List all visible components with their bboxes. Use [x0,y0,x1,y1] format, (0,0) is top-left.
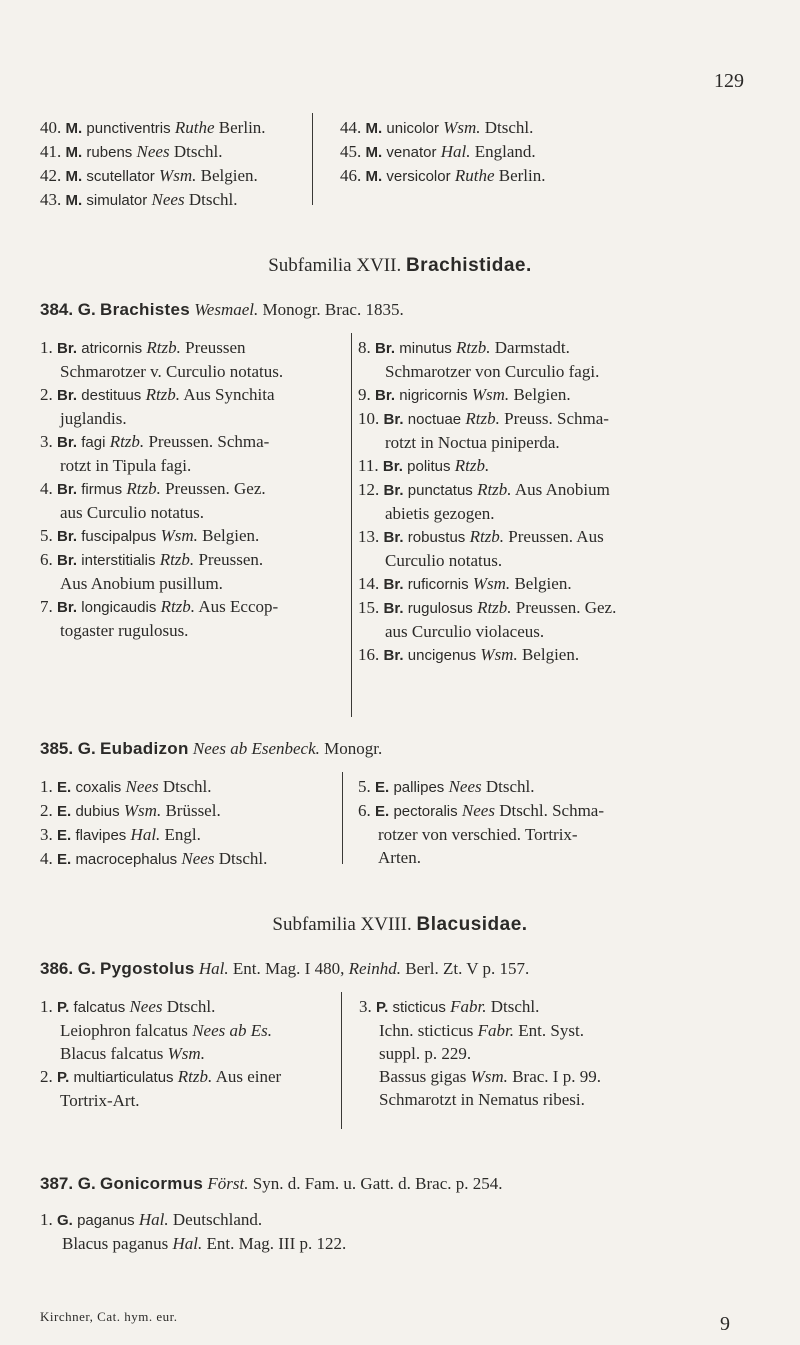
footer-source: Kirchner, Cat. hym. eur. [40,1309,178,1324]
entry-number: 4. [40,479,53,498]
entry-author: Hal. [138,1210,169,1229]
entry-species: punctiventris [86,120,171,137]
continuation-line: suppl. p. 229. [379,1044,472,1063]
synonym-author: Nees ab Es. [192,1021,272,1040]
synonym-text: Blacus falcatus [60,1044,164,1063]
species-entry [358,775,604,799]
entry-author: Rtzb. [465,409,500,428]
entry-rest: Dtschl. [188,190,238,209]
synonym-text: Leiophron falcatus [60,1021,188,1040]
species-entry [358,336,616,360]
entry-species: minutus [399,340,452,357]
species-entry [358,407,616,431]
genus-reference: Ent. Mag. I 480, [232,959,345,978]
entry-continuation: rotzt in Tipula fagi. [60,456,192,475]
species-entry [358,478,616,502]
synonym-author: Wsm. [167,1044,205,1063]
entry-author: Nees [461,801,495,820]
subfamily-prefix: Subfamilia XVIII. [272,914,412,935]
entry-genus: Br. [383,411,404,428]
genus-author: Wesmael. [194,300,259,319]
entry-genus: Br. [383,529,404,546]
entry-number: 2. [40,1067,53,1086]
entry-continuation: rotzt in Noctua piniperda. [385,433,560,452]
synonym-text: Ichn. sticticus [379,1021,474,1040]
entry-number: 3. [359,997,372,1016]
subfamily-heading-18 [0,913,800,936]
column-divider [342,772,343,864]
entry-number: 43. [40,190,62,209]
entry-rest: Dtschl. [484,118,534,137]
species-entry [359,995,601,1019]
entry-genus: M. [65,144,83,161]
column-divider [341,992,342,1129]
entry-number: 3. [40,432,53,451]
synonym-rest: Ent. Mag. III p. 122. [206,1234,347,1253]
entry-number: 44. [340,118,362,137]
entry-genus: Br. [57,340,78,357]
entry-author: Rtzb. [177,1067,213,1086]
entry-species: scutellator [86,168,155,185]
entry-continuation: aus Curculio notatus. [60,503,205,522]
entry-genus: Br. [57,481,78,498]
entry-rest: Belgien. [521,645,580,664]
column-divider [312,113,313,205]
entry-continuation: rotzer von verschied. Tortrix- [378,825,578,844]
entry-rest: Engl. [164,825,201,844]
entry-continuation: aus Curculio violaceus. [385,622,545,641]
entry-species: fagi [81,434,106,451]
entry-rest: Berlin. [498,166,546,185]
entry-genus: Br. [375,387,396,404]
entry-genus: P. [57,999,70,1016]
entry-author: Nees [448,777,482,796]
species-entry [40,775,267,799]
genus-heading-384 [40,298,404,321]
species-entry [358,572,616,596]
entry-genus: G. [57,1212,73,1229]
species-entry [358,525,616,549]
entry-author: Rtzb. [477,480,512,499]
entry-rest: Dtschl. [162,777,212,796]
entry-number: 42. [40,166,62,185]
entry-species: pectoralis [393,803,458,820]
entry-rest: Aus Eccop- [198,597,279,616]
species-entry [40,847,267,871]
entry-species: punctatus [407,482,473,499]
entry-genus: M. [365,120,383,137]
genus-heading-385 [40,737,382,760]
entry-number: 11. [358,456,379,475]
entry-number: 46. [340,166,362,185]
genus-name: Gonicormus [100,1174,204,1193]
entry-species: simulator [86,192,148,209]
subfamily-name: Brachistidae. [405,255,532,276]
entry-species: atricornis [81,340,143,357]
genus-number: 387. G. [40,1174,96,1193]
entry-number: 8. [358,338,371,357]
entry-number: 41. [40,142,62,161]
continuation-line: Schmarotzt in Nematus ribesi. [379,1090,585,1109]
entry-author: Rtzb. [109,432,145,451]
entry-continuation: Schmarotzer v. Curculio notatus. [60,362,284,381]
entry-number: 5. [40,526,53,545]
entry-genus: Br. [57,434,78,451]
species-entry [358,799,604,823]
entry-rest: England. [474,142,536,161]
entry-number: 9. [358,385,371,404]
subfamily-heading-17 [0,254,800,277]
synonym-author: Wsm. [470,1067,508,1086]
entry-number: 1. [40,777,53,796]
entry-number: 45. [340,142,362,161]
subfamily-prefix: Subfamilia XVII. [268,255,402,276]
entry-species: coxalis [75,779,122,796]
entry-rest: Dtschl. Schma- [499,801,605,820]
entry-species: macrocephalus [75,851,178,868]
entry-author: Hal. [440,142,471,161]
synonym-line [40,1042,281,1065]
genus-reference-2: Berl. Zt. V p. 157. [405,959,530,978]
entry-genus: E. [57,827,72,844]
entry-genus: P. [57,1069,70,1086]
entry-species: firmus [81,481,123,498]
entry-species: multiarticulatus [73,1069,174,1086]
entry-author: Ruthe [174,118,215,137]
entry-genus: Br. [57,599,78,616]
entry-number: 4. [40,849,53,868]
entry-genus: Br. [382,458,403,475]
genus-reference: Monogr. [324,739,383,758]
entry-genus: E. [375,779,390,796]
entry-species: rubens [86,144,133,161]
entry-rest: Aus einer [215,1067,282,1086]
entry-rest: Preussen. [198,550,264,569]
entry-genus: Br. [375,340,396,357]
entry-species: flavipes [75,827,127,844]
entry-rest: Preuss. Schma- [504,409,609,428]
entry-genus: E. [57,779,72,796]
genus-number: 386. G. [40,959,96,978]
species-entry [358,454,616,478]
entry-number: 16. [358,645,380,664]
entry-continuation: Aus Anobium pusillum. [60,574,223,593]
entry-genus: M. [65,168,83,185]
entry-author: Nees [136,142,170,161]
entry-author: Rtzb. [469,527,505,546]
column-divider [351,333,352,717]
synonym-line [40,1019,281,1042]
entry-number: 10. [358,409,380,428]
entry-rest: Dtschl. [218,849,268,868]
species-entry [40,1208,346,1232]
entry-author: Rtzb. [126,479,161,498]
entry-species: politus [407,458,451,475]
genus-number: 384. G. [40,300,96,319]
entry-genus: Br. [383,647,404,664]
entry-genus: Br. [383,576,404,593]
entry-author: Rtzb. [454,456,490,475]
entry-species: versicolor [386,168,451,185]
entry-species: uncigenus [407,647,477,664]
entry-rest: Brüssel. [165,801,221,820]
entry-author: Wsm. [480,645,518,664]
species-entry [40,524,283,548]
entry-species: interstitialis [81,552,156,569]
species-entry [40,1065,281,1089]
entry-author: Wsm. [160,526,198,545]
entry-author: Rtzb. [145,385,181,404]
entry-species: paganus [77,1212,135,1229]
genus-heading-387 [40,1172,503,1195]
entry-rest: Belgien. [202,526,260,545]
entry-number: 15. [358,598,380,617]
entry-author: Nees [151,190,185,209]
entry-author: Nees [125,777,159,796]
entry-rest: Belgien. [514,574,572,593]
entry-rest: Berlin. [218,118,266,137]
genus-heading-386 [40,957,529,980]
species-entry [40,430,283,454]
entry-genus: M. [65,120,83,137]
entry-author: Fabr. [450,997,487,1016]
entry-rest: Dtschl. [485,777,535,796]
entry-species: dubius [75,803,120,820]
entry-author: Rtzb. [146,338,181,357]
brachistes-species-right [358,336,616,667]
top-entries-right [340,116,546,188]
synonym-line [359,1019,601,1042]
entry-author: Rtzb. [477,598,512,617]
entry-number: 6. [358,801,371,820]
entry-continuation: Arten. [378,848,421,867]
entry-number: 2. [40,801,53,820]
pygostolus-species-right [359,995,601,1111]
entry-species: destituus [81,387,142,404]
entry-continuation: Curculio notatus. [385,551,503,570]
genus-author: Nees ab Esenbeck. [192,739,320,758]
entry-author: Nees [181,849,215,868]
entry-rest: Preussen. Gez. [165,479,266,498]
entry-number: 5. [358,777,371,796]
entry-genus: M. [365,144,383,161]
species-entry [40,383,283,407]
species-entry [40,116,266,140]
species-entry [340,140,546,164]
entry-rest: Deutschland. [172,1210,263,1229]
continuation-line: Tortrix-Art. [60,1091,140,1110]
synonym-rest: Brac. I p. 99. [512,1067,601,1086]
entry-genus: Br. [57,528,78,545]
entry-number: 14. [358,574,380,593]
entry-genus: Br. [383,482,404,499]
entry-author: Rtzb. [159,550,195,569]
genus-name: Eubadizon [100,739,189,758]
genus-author-2: Reinhd. [348,959,401,978]
entry-author: Wsm. [123,801,162,820]
synonym-rest: Ent. Syst. [518,1021,584,1040]
species-entry [40,477,283,501]
species-entry [40,823,267,847]
entry-author: Nees [129,997,163,1016]
species-entry [358,596,616,620]
synonym-author: Fabr. [477,1021,515,1040]
entry-number: 1. [40,338,53,357]
entry-genus: M. [365,168,383,185]
entry-author: Wsm. [443,118,481,137]
genus-name: Pygostolus [100,959,195,978]
entry-rest: Preussen. Gez. [515,598,617,617]
entry-author: Rtzb. [456,338,491,357]
species-entry [40,995,281,1019]
species-entry [40,188,266,212]
entry-species: noctuae [407,411,462,428]
genus-author: Först. [207,1174,249,1193]
synonym-author: Hal. [172,1234,203,1253]
synonym-text: Blacus paganus [62,1234,169,1253]
entry-author: Wsm. [159,166,197,185]
eubadizon-species-left [40,775,267,871]
entry-species: rugulosus [407,600,473,617]
top-entries-left [40,116,266,212]
subfamily-name: Blacusidae. [416,914,528,935]
species-entry [340,164,546,188]
entry-species: nigricornis [399,387,468,404]
brachistes-species-left [40,336,283,642]
entry-continuation: juglandis. [60,409,127,428]
entry-genus: E. [375,803,390,820]
entry-rest: Aus Synchita [183,385,275,404]
synonym-line [359,1065,601,1088]
entry-rest: Preussen. Aus [508,527,604,546]
synonym-text: Bassus gigas [379,1067,467,1086]
entry-genus: E. [57,851,72,868]
entry-species: fuscipalpus [81,528,157,545]
species-entry [40,595,283,619]
synonym-line [40,1232,346,1255]
entry-author: Ruthe [454,166,495,185]
entry-continuation: abietis gezogen. [385,504,495,523]
genus-number: 385. G. [40,739,96,758]
genus-reference: Monogr. Brac. 1835. [262,300,404,319]
species-entry [358,383,616,407]
entry-number: 2. [40,385,53,404]
eubadizon-species-right [358,775,604,869]
entry-genus: Br. [57,552,78,569]
genus-reference: Syn. d. Fam. u. Gatt. d. Brac. p. 254. [252,1174,503,1193]
page-number: 129 [714,70,744,92]
entry-species: pallipes [393,779,445,796]
entry-rest: Dtschl. [490,997,540,1016]
entry-species: robustus [407,529,466,546]
entry-species: falcatus [73,999,126,1016]
entry-species: longicaudis [81,599,157,616]
entry-author: Hal. [130,825,161,844]
entry-continuation: togaster rugulosus. [60,621,189,640]
entry-rest: Preussen. Schma- [148,432,270,451]
entry-rest: Preussen [185,338,246,357]
entry-number: 6. [40,550,53,569]
entry-rest: Belgien. [200,166,258,185]
entry-rest: Aus Anobium [514,480,610,499]
pygostolus-species-left [40,995,281,1112]
entry-genus: E. [57,803,72,820]
entry-genus: P. [376,999,389,1016]
species-entry [358,643,616,667]
species-entry [340,116,546,140]
entry-species: ruficornis [407,576,469,593]
entry-number: 13. [358,527,380,546]
species-entry [40,336,283,360]
entry-author: Rtzb. [160,597,196,616]
entry-continuation: Schmarotzer von Curculio fagi. [385,362,600,381]
entry-rest: Belgien. [513,385,571,404]
entry-rest: Dtschl. [166,997,216,1016]
genus-name: Brachistes [100,300,190,319]
entry-rest: Darmstadt. [494,338,570,357]
entry-genus: Br. [57,387,78,404]
entry-genus: Br. [383,600,404,617]
entry-author: Wsm. [472,574,511,593]
entry-number: 1. [40,1210,53,1229]
entry-species: sticticus [392,999,446,1016]
species-entry [40,799,267,823]
entry-species: unicolor [386,120,439,137]
entry-rest: Dtschl. [173,142,223,161]
entry-author: Wsm. [471,385,510,404]
entry-number: 1. [40,997,53,1016]
gonicormus-species [40,1208,346,1255]
entry-genus: M. [65,192,83,209]
entry-number: 7. [40,597,53,616]
species-entry [40,140,266,164]
genus-author: Hal. [198,959,229,978]
species-entry [40,548,283,572]
species-entry [40,164,266,188]
entry-number: 3. [40,825,53,844]
entry-number: 40. [40,118,62,137]
entry-species: venator [386,144,437,161]
entry-number: 12. [358,480,380,499]
footer-signature: 9 [720,1313,730,1335]
